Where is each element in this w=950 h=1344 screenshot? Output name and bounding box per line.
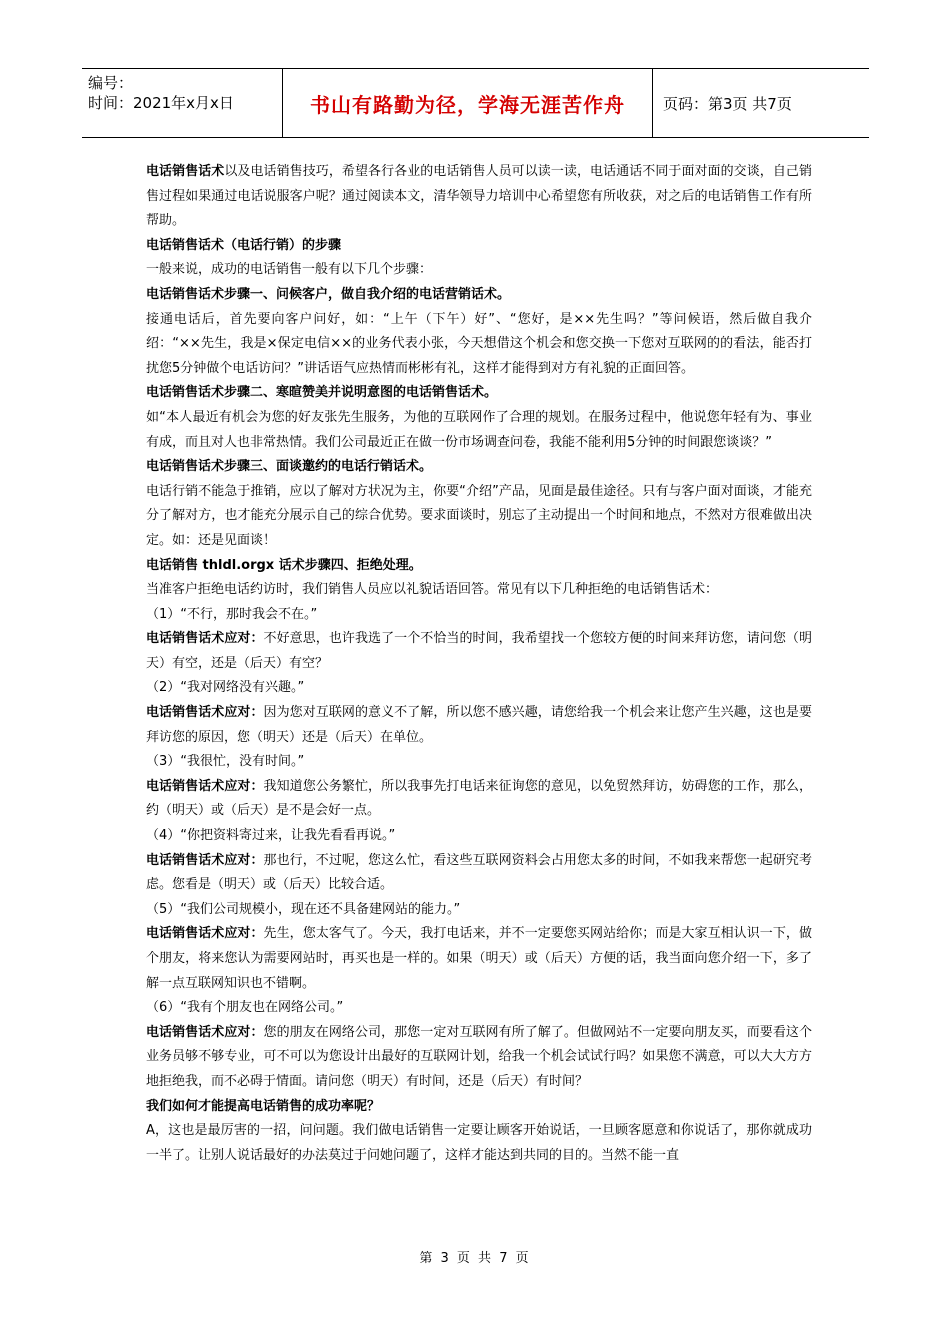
paragraph xyxy=(146,676,812,701)
paragraph-bold-lead: 电话销售话术步骤二、寒暄赞美并说明意图的电话销售话术。 xyxy=(146,385,498,401)
paragraph-bold-lead: 电话销售话术（电话行销）的步骤 xyxy=(146,237,342,253)
paragraph xyxy=(146,234,812,259)
paragraph-bold-lead: 电话销售话术步骤一、问候客户，做自我介绍的电话营销话术。 xyxy=(146,286,511,302)
paragraph-bold-lead: 电话销售话术应对： xyxy=(146,926,264,942)
number-label: 编号： xyxy=(88,74,134,92)
paragraph-text: A，这也是最厉害的一招，问问题。我们做电话销售一定要让顾客开始说话，一旦顾客愿意和你说话了，那你就成功一半了。让别人说话最好的办法莫过于问她问题了，这样才能达到共同的目的。当然不能一直 xyxy=(146,1123,812,1163)
paragraph xyxy=(146,1095,812,1120)
paragraph xyxy=(146,603,812,628)
header-meta xyxy=(82,69,282,137)
paragraph xyxy=(146,1021,812,1095)
paragraph xyxy=(146,996,812,1021)
paragraph-text: 以及电话销售技巧，希望各行各业的电话销售人员可以读一读，电话通话不同于面对面的交谈，自己销售过程如果通过电话说服客户呢？通过阅读本文，清华领导力培训中心希望您有所收获，对之后的电话销售工作有所帮助。 xyxy=(146,164,812,229)
paragraph-text: 一般来说，成功的电话销售一般有以下几个步骤： xyxy=(146,262,433,278)
page-footer: 第 3 页 共 7 页 xyxy=(419,1251,531,1266)
paragraph xyxy=(146,160,812,234)
paragraph-text: （3）“我很忙，没有时间。” xyxy=(146,754,305,770)
document-header xyxy=(82,68,869,138)
paragraph-bold-lead: 电话销售话术 xyxy=(146,164,225,179)
header-motto-cell xyxy=(282,69,653,137)
paragraph xyxy=(146,627,812,676)
paragraph xyxy=(146,480,812,554)
paragraph xyxy=(146,283,812,308)
paragraph-text: 您的朋友在网络公司，那您一定对互联网有所了解了。但做网站不一定要向朋友买，而要看这个业务员够不够专业，可不可以为您设计出最好的互联网计划，给我一个机会试试行吗？如果您不满意，可以大大方方地拒绝我，而不必碍于情面。请问您（明天）有时间，还是（后天）有时间？ xyxy=(146,1024,812,1089)
paragraph xyxy=(146,258,812,283)
paragraph-text: （6）“我有个朋友也在网络公司。” xyxy=(146,1000,344,1016)
header-page-cell xyxy=(653,69,869,137)
paragraph xyxy=(146,849,812,898)
paragraph xyxy=(146,554,812,579)
paragraph-text: 那也行，不过呢，您这么忙，看这些互联网资料会占用您太多的时间，不如我来帮您一起研究考虑。您看是（明天）或（后天）比较合适。 xyxy=(146,852,812,893)
paragraph xyxy=(146,898,812,923)
paragraph-bold-lead: 电话销售话术应对： xyxy=(146,705,264,721)
paragraph-bold-lead: 电话销售话术应对： xyxy=(146,778,264,794)
paragraph-bold-lead: 我们如何才能提高电话销售的成功率呢？ xyxy=(146,1098,381,1114)
paragraph-text: 接通电话后，首先要向客户问好，如：“上午（下午）好”、“您好，是××先生吗？”等问候语，然后做自我介绍：“××先生，我是×保定电信××的业务代表小张，今天想借这个机会和您交换一下您对互联网的的看法，能否打扰您5分钟做个电话访问？”讲话语气应热情而彬彬有礼，这样才能得到对方有礼貌的正面回答。 xyxy=(146,311,812,376)
paragraph xyxy=(146,824,812,849)
paragraph xyxy=(146,750,812,775)
page-info: 页码：第3页 共7页 xyxy=(663,94,792,113)
paragraph-bold-lead: 电话销售话术步骤三、面谈邀约的电话行销话术。 xyxy=(146,459,433,475)
paragraph xyxy=(146,1119,812,1168)
paragraph xyxy=(146,455,812,480)
paragraph-text: （1）“不行，那时我会不在。” xyxy=(146,606,318,622)
paragraph xyxy=(146,775,812,824)
paragraph-text: （4）“你把资料寄过来，让我先看看再说。” xyxy=(146,828,396,844)
motto-text: 书山有路勤为径，学海无涯苦作舟 xyxy=(310,92,625,117)
paragraph-text: 因为您对互联网的意义不了解，所以您不感兴趣，请您给我一个机会来让您产生兴趣，这也是要拜访您的原因，您（明天）还是（后天）在单位。 xyxy=(146,705,812,745)
paragraph-text: 先生，您太客气了。今天，我打电话来，并不一定要您买网站给你；而是大家互相认识一下，做个朋友，将来您认为需要网站时，再买也是一样的。如果（明天）或（后天）方便的话，我当面向您介绍一下，多了解一点互联网知识也不错啊。 xyxy=(146,926,812,991)
paragraph-bold-lead: 电话销售话术应对： xyxy=(146,631,264,647)
paragraph-text: 如“本人最近有机会为您的好友张先生服务，为他的互联网作了合理的规划。在服务过程中，他说您年轻有为、事业有成，而且对人也非常热情。我们公司最近正在做一份市场调查问卷，我能不能利用5分钟的时间跟您谈谈？” xyxy=(146,409,812,450)
paragraph-text: （2）“我对网络没有兴趣。” xyxy=(146,680,305,696)
paragraph xyxy=(146,578,812,603)
paragraph-text: 当准客户拒绝电话约访时，我们销售人员应以礼貌话语回答。常见有以下几种拒绝的电话销售话术： xyxy=(146,582,719,598)
paragraph-text: （5）“我们公司规模小，现在还不具备建网站的能力。” xyxy=(146,901,461,917)
document-body xyxy=(146,160,812,1168)
paragraph xyxy=(146,701,812,750)
paragraph-text: 电话行销不能急于推销，应以了解对方状况为主，你要“介绍”产品，见面是最佳途径。只有与客户面对面谈，才能充分了解对方，也才能充分展示自己的综合优势。要求面谈时，别忘了主动提出一个时间和地点，不然对方很难做出决定。如：还是见面谈！ xyxy=(146,483,812,548)
paragraph-bold-lead: 电话销售话术应对： xyxy=(146,852,264,868)
date-label: 时间：2021年x月x日 xyxy=(88,94,234,112)
paragraph-text: 不好意思，也许我选了一个不恰当的时间，我希望找一个您较方便的时间来拜访您，请问您（明天）有空，还是（后天）有空？ xyxy=(146,631,812,671)
paragraph xyxy=(146,922,812,996)
paragraph xyxy=(146,406,812,455)
paragraph xyxy=(146,381,812,406)
paragraph-bold-lead: 电话销售 thldl.orgx 话术步骤四、拒绝处理。 xyxy=(146,557,422,573)
paragraph-bold-lead: 电话销售话术应对： xyxy=(146,1024,264,1040)
paragraph xyxy=(146,308,812,382)
paragraph-text: 我知道您公务繁忙，所以我事先打电话来征询您的意见，以免贸然拜访，妨碍您的工作，那么，约（明天）或（后天）是不是会好一点。 xyxy=(146,778,812,819)
